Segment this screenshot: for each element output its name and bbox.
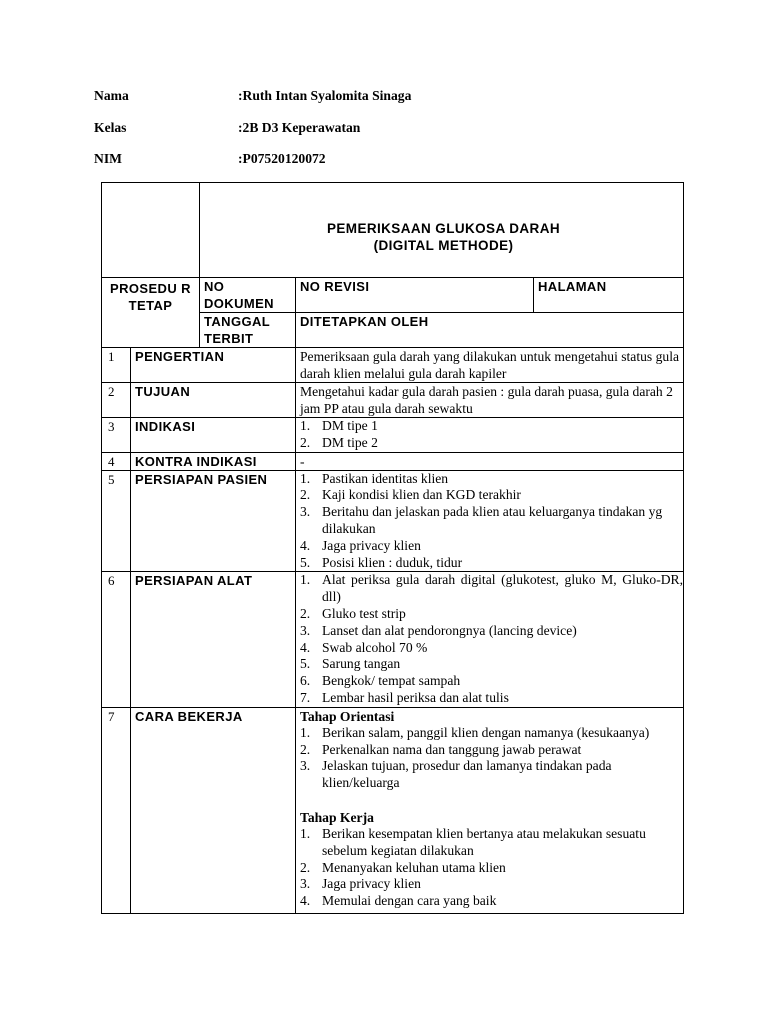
list-item-number: 3.: [300, 758, 311, 774]
tahap-orientasi-heading: Tahap Orientasi: [300, 708, 395, 724]
section-list-cell: [296, 572, 684, 707]
title-line-2: (DIGITAL METHODE): [373, 238, 514, 253]
row-pengertian: [102, 348, 684, 383]
section-text: -: [296, 452, 684, 470]
section-label: PERSIAPAN PASIEN: [131, 470, 296, 572]
tahap-kerja-heading: Tahap Kerja: [300, 809, 374, 825]
list-item-number: 6.: [300, 673, 311, 689]
list-item-text: Kaji kondisi klien dan KGD terakhir: [322, 487, 521, 503]
nama-row: [94, 88, 412, 104]
section-label: INDIKASI: [131, 418, 296, 453]
nim-value: :P07520120072: [238, 151, 326, 166]
section-label: CARA BEKERJA: [131, 707, 296, 913]
list-item: [300, 758, 683, 792]
list-item: [300, 418, 683, 435]
row-cara-bekerja: [102, 707, 684, 913]
logo-cell: [102, 183, 200, 278]
list-item-text: Swab alcohol 70 %: [322, 639, 428, 655]
section-label: KONTRA INDIKASI: [131, 452, 296, 470]
row-kontra-indikasi: [102, 452, 684, 470]
list-item-number: 2.: [300, 605, 311, 621]
list-item: [300, 572, 683, 606]
no-dokumen-cell: NO DOKUMEN: [200, 278, 296, 313]
list-item: [300, 656, 683, 673]
list-item: [300, 876, 683, 893]
persiapan-pasien-list: [300, 471, 683, 572]
list-item-text: Gluko test strip: [322, 605, 406, 621]
list-item: [300, 673, 683, 690]
list-item: [300, 435, 683, 452]
list-item-text: Menanyakan keluhan utama klien: [322, 859, 506, 875]
section-list-cell: [296, 470, 684, 572]
list-item: [300, 640, 683, 657]
row-number: 5: [102, 470, 131, 572]
kelas-row: [94, 120, 361, 136]
list-item-text: Sarung tangan: [322, 656, 401, 672]
meta-row-1: [102, 278, 684, 313]
list-item: [300, 538, 683, 555]
list-item-number: 7.: [300, 689, 311, 705]
kelas-label: Kelas: [94, 120, 127, 135]
row-number: 4: [102, 452, 131, 470]
list-item-text: Lembar hasil periksa dan alat tulis: [322, 689, 509, 705]
list-item-number: 2.: [300, 741, 311, 757]
row-indikasi: [102, 418, 684, 453]
ditetapkan-oleh-cell: DITETAPKAN OLEH: [296, 313, 684, 348]
section-list-cell: [296, 707, 684, 913]
list-item-text: Lanset dan alat pendorongnya (lancing device): [322, 622, 577, 638]
tanggal-terbit-cell: TANGGAL TERBIT: [200, 313, 296, 348]
list-item-number: 3.: [300, 622, 311, 638]
list-item-number: 4.: [300, 639, 311, 655]
list-item-text: Memulai dengan cara yang baik: [322, 893, 497, 909]
list-item-text: Berikan salam, panggil klien dengan namanya (kesukaanya): [322, 724, 650, 740]
list-item-text: DM tipe 1: [322, 418, 378, 433]
list-item-text: Jaga privacy klien: [322, 876, 421, 892]
list-item-text: Bengkok/ tempat sampah: [322, 673, 461, 689]
list-item: [300, 893, 683, 910]
list-item-number: 5.: [300, 656, 311, 672]
section-label: PENGERTIAN: [131, 348, 296, 383]
list-item: [300, 504, 683, 538]
list-item-text: Perkenalkan nama dan tanggung jawab perawat: [322, 741, 582, 757]
prosedur-tetap-cell: PROSEDU R TETAP: [102, 278, 200, 348]
persiapan-alat-list: [300, 572, 683, 706]
kerja-list: [300, 826, 683, 910]
sop-table: [101, 182, 684, 914]
list-item-number: 1.: [300, 724, 311, 740]
list-item: [300, 606, 683, 623]
list-item-number: 5.: [300, 554, 311, 570]
list-item: [300, 826, 683, 860]
section-text: Pemeriksaan gula darah yang dilakukan untuk mengetahui status gula darah klien melalui gula darah kapiler: [296, 348, 684, 383]
list-item-number: 3.: [300, 876, 311, 892]
list-item-number: 4.: [300, 893, 311, 909]
list-item: [300, 471, 683, 488]
nama-value: :Ruth Intan Syalomita Sinaga: [238, 88, 412, 103]
list-item: [300, 487, 683, 504]
list-item-number: 4.: [300, 537, 311, 553]
section-text: Mengetahui kadar gula darah pasien : gula darah puasa, gula darah 2 jam PP atau gula darah sewaktu: [296, 383, 684, 418]
list-item-text: Jelaskan tujuan, prosedur dan lamanya tindakan pada klien/keluarga: [322, 758, 612, 791]
row-number: 2: [102, 383, 131, 418]
section-label: PERSIAPAN ALAT: [131, 572, 296, 707]
list-item-text: Berikan kesempatan klien bertanya atau melakukan sesuatu sebelum kegiatan dilakukan: [322, 825, 646, 858]
nim-row: [94, 151, 326, 167]
list-item: [300, 725, 683, 742]
nim-label: NIM: [94, 151, 122, 166]
row-number: 6: [102, 572, 131, 707]
halaman-cell: HALAMAN: [534, 278, 684, 313]
list-item-text: Alat periksa gula darah digital (glukotest, gluko M, Gluko-DR, dll): [322, 572, 684, 605]
document-title: [200, 183, 684, 278]
list-item: [300, 555, 683, 572]
indikasi-list: [300, 418, 683, 452]
list-item: [300, 860, 683, 877]
orientasi-list: [300, 725, 683, 792]
list-item-text: Jaga privacy klien: [322, 537, 421, 553]
list-item-number: 1.: [300, 418, 311, 433]
no-revisi-cell: NO REVISI: [296, 278, 534, 313]
nama-label: Nama: [94, 88, 129, 103]
list-item-number: 1.: [300, 572, 311, 588]
list-item: [300, 742, 683, 759]
kelas-value: :2B D3 Keperawatan: [238, 120, 361, 135]
row-number: 7: [102, 707, 131, 913]
row-number: 3: [102, 418, 131, 453]
section-label: TUJUAN: [131, 383, 296, 418]
list-item-number: 2.: [300, 487, 311, 503]
list-item: [300, 623, 683, 640]
list-item: [300, 690, 683, 707]
list-item-number: 1.: [300, 825, 311, 841]
list-item-number: 3.: [300, 504, 311, 520]
section-list-cell: [296, 418, 684, 453]
title-line-1: PEMERIKSAAN GLUKOSA DARAH: [327, 221, 561, 236]
list-item-text: DM tipe 2: [322, 434, 378, 450]
row-tujuan: [102, 383, 684, 418]
list-item-text: Beritahu dan jelaskan pada klien atau keluarganya tindakan yg dilakukan: [322, 504, 663, 536]
list-item-number: 1.: [300, 470, 311, 486]
title-row: [102, 183, 684, 278]
list-item-number: 2.: [300, 434, 311, 450]
row-persiapan-alat: [102, 572, 684, 707]
list-item-text: Posisi klien : duduk, tidur: [322, 554, 463, 570]
row-persiapan-pasien: [102, 470, 684, 572]
list-item-number: 2.: [300, 859, 311, 875]
row-number: 1: [102, 348, 131, 383]
list-item-text: Pastikan identitas klien: [322, 470, 449, 486]
